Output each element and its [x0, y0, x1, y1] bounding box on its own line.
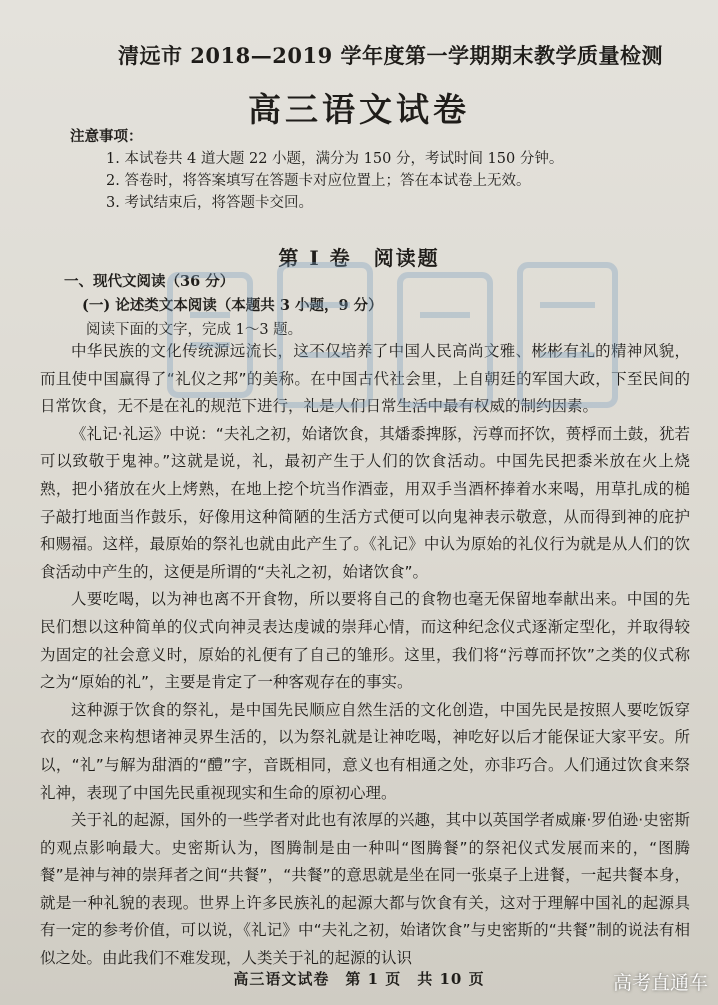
notice-heading: 注意事项：: [70, 128, 143, 145]
page-footer: 高三语文试卷 第 1 页 共 10 页: [233, 970, 485, 988]
passage-paragraph: 人要吃喝，以为神也离不开食物，所以要将自己的食物也毫无保留地奉献出来。中国的先民们想以这种简单的仪式向神灵表达虔诚的崇拜心情，而这种纪念仪式逐渐定型化，并取得较为固定的社会意义时，原始的礼便有了自己的雏形。这里，我们将“污尊而抔饮”之类的仪式称之为“原始的礼”，主要是肯定了一种客观存在的事实。: [40, 590, 690, 692]
exam-header: 清远市 2018—2019 学年度第一学期期末教学质量检测: [118, 43, 664, 68]
passage-paragraph: 关于礼的起源，国外的一些学者对此也有浓厚的兴趣，其中以英国学者威廉·罗伯逊·史密斯的观点影响最大。史密斯认为，图腾制是由一种叫“图腾餐”的祭祀仪式发展而来的，“图腾餐”是神与神的崇拜者之间“共餐”，“共餐”的意思就是坐在同一张桌子上进餐，一起共餐本身，就是一种礼貌的表现。世界上许多民族礼的起源大都与饮食有关，这对于理解中国礼的起源具有一定的参考价值，可以说，《礼记》中“夫礼之初，始诸饮食”与史密斯的“共餐”制的说法有相似之处。由此我们不难发现，人类关于礼的起源的认识: [40, 811, 690, 968]
part-title: 第 I 卷 阅读题: [278, 246, 440, 270]
passage-paragraph: 这种源于饮食的祭礼，是中国先民顺应自然生活的文化创造，中国先民是按照人要吃饭穿衣的观念来构想诸神灵界生活的，以为祭礼就是让神吃喝，神吃好以后才能保证大家平安。所以，“礼”与解为甜酒的“醴”字，音既相同，意义也有相通之处，亦非巧合。人们通过饮食来祭礼神，表现了中国先民重视现实和生命的原初心理。: [40, 700, 690, 802]
notice-item: 1. 本试卷共 4 道大题 22 小题，满分为 150 分，考试时间 150 分钟。: [106, 151, 564, 167]
notice-item: 3. 考试结束后，将答题卡交回。: [106, 195, 313, 211]
notice-item: 2. 答卷时，将答案填写在答题卡对应位置上；答在本试卷上无效。: [106, 173, 531, 189]
reading-passage: [40, 338, 690, 973]
reading-instruction: 阅读下面的文字，完成 1～3 题。: [86, 322, 303, 338]
notice-block: [70, 126, 690, 214]
subsection-heading: (一) 论述类文本阅读（本题共 3 小题，9 分）: [82, 297, 383, 314]
paper-title: 高三语文试卷: [248, 90, 470, 129]
passage-paragraph: 《礼记·礼运》中说：“夫礼之初，始诸饮食，其燔黍捭豚，污尊而抔饮，蒉桴而土鼓，犹若可以致敬于鬼神。”这就是说，礼，最初产生于人们的饮食活动。中国先民把黍米放在火上烧熟，把小猪放在火上烤熟，在地上挖个坑当作酒壶，用双手当酒杯捧着水来喝，用草扎成的槌子敲打地面当作鼓乐，好像用这种简陋的生活方式便可以向鬼神表示敬意，从而得到神的庇护和赐福。这样，最原始的祭礼也就由此产生了。《礼记》中认为原始的礼仪行为就是从人们的饮食活动中产生的，这便是所谓的“夫礼之初，始诸饮食”。: [40, 424, 690, 581]
section-heading: 一、现代文阅读（36 分）: [64, 273, 235, 290]
passage-paragraph: 中华民族的文化传统源远流长，这不仅培养了中国人民高尚文雅、彬彬有礼的精神风貌，而且使中国赢得了“礼仪之邦”的美称。在中国古代社会里，上自朝廷的军国大政，下至民间的日常饮食，无不是在礼的规范下进行，礼是人们日常生活中最有权威的制约因素。: [40, 342, 690, 416]
corner-watermark: 高考直通车: [612, 972, 708, 994]
